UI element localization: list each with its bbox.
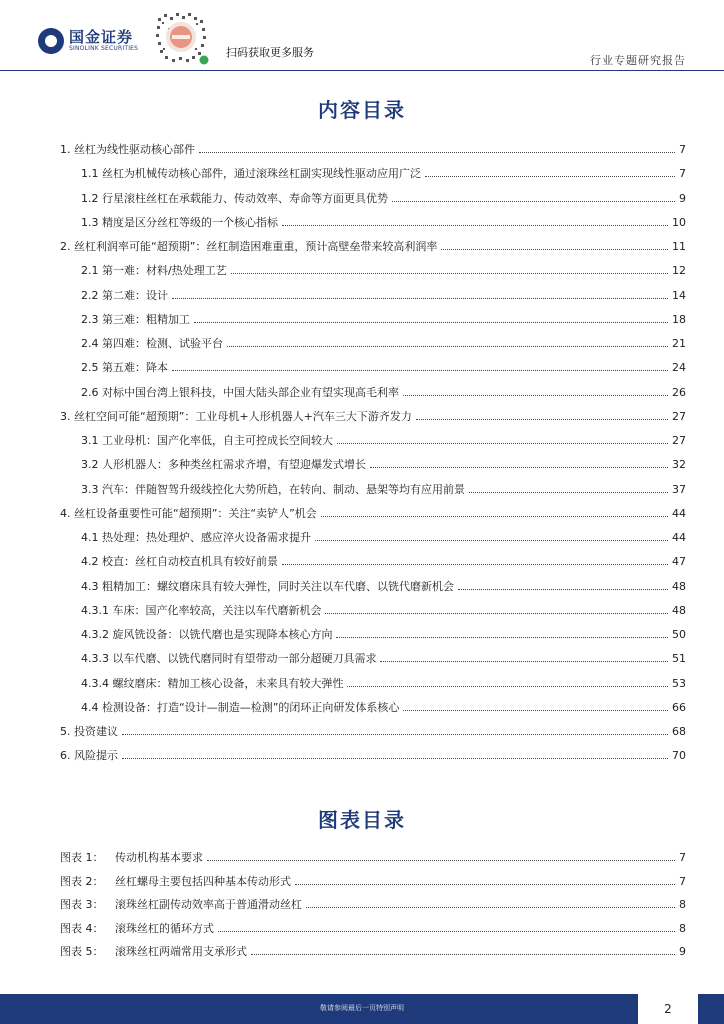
toc-entry[interactable] xyxy=(60,384,686,408)
dot-leader xyxy=(295,884,675,885)
figure-entry-label: 图表 1： xyxy=(60,851,104,864)
toc-entry-title: 3.1 工业母机：国产化率低，自主可控成长空间较大 xyxy=(81,434,333,447)
toc-entry[interactable] xyxy=(60,675,686,699)
toc-entry-title: 4.3.3 以车代磨、以铣代磨同时有望带动一部分超硬刀具需求 xyxy=(81,652,377,666)
toc-entry-title: 2. 丝杠利润率可能“超预期”：丝杠制造困难重重，预计高壁垒带来较高利润率 xyxy=(60,240,438,253)
toc-entry-page: 24 xyxy=(672,361,686,375)
figure-entry-title: 滚珠丝杠副传动效率高于普通滑动丝杠 xyxy=(115,898,302,912)
dot-leader xyxy=(306,907,675,908)
toc-entry[interactable] xyxy=(60,408,686,432)
toc-entry[interactable] xyxy=(60,529,686,553)
figure-entry-page: 9 xyxy=(679,945,686,959)
toc-entry[interactable] xyxy=(60,578,686,602)
toc-entry[interactable] xyxy=(60,602,686,626)
dot-leader xyxy=(122,734,668,735)
dot-leader xyxy=(172,298,668,299)
toc-entry[interactable] xyxy=(60,699,686,723)
toc-entry-page: 7 xyxy=(679,143,686,156)
toc-entry-page: 27 xyxy=(672,434,686,447)
figures-title: 图表目录 xyxy=(318,808,406,832)
figure-entry-label: 图表 2： xyxy=(60,874,104,888)
figure-entry[interactable] xyxy=(60,849,686,873)
dot-leader xyxy=(218,931,675,932)
toc-entry-page: 21 xyxy=(672,337,686,350)
toc-entry[interactable] xyxy=(60,481,686,505)
dot-leader xyxy=(282,225,668,226)
toc-entry-title: 3.2 人形机器人：多种类丝杠需求齐增，有望迎爆发式增长 xyxy=(81,458,366,472)
figure-entry-label: 图表 5： xyxy=(60,945,104,959)
dot-leader xyxy=(416,419,668,420)
dot-leader xyxy=(403,395,668,396)
toc-entry-page: 18 xyxy=(672,312,686,326)
dot-leader xyxy=(199,152,675,153)
toc-entry-page: 47 xyxy=(672,555,686,569)
dot-leader xyxy=(325,613,668,614)
toc-entry-page: 12 xyxy=(672,264,686,278)
figure-entry-page: 8 xyxy=(679,898,686,912)
figure-entry-title: 滚珠丝杠两端常用支承形式 xyxy=(115,945,247,959)
toc-entry[interactable] xyxy=(60,432,686,456)
toc-entry[interactable] xyxy=(60,214,686,238)
footer-disclaimer: 敬请参阅最后一页特别声明 xyxy=(320,1004,404,1012)
figure-entry[interactable] xyxy=(60,920,686,944)
toc-entry-page: 14 xyxy=(672,288,686,302)
toc-entry[interactable] xyxy=(60,190,686,214)
toc-entry-title: 1.1 丝杠为机械传动核心部件，通过滚珠丝杠副实现线性驱动应用广泛 xyxy=(81,167,421,181)
toc-entry[interactable] xyxy=(60,747,686,771)
toc-entry-title: 1. 丝杠为线性驱动核心部件 xyxy=(60,143,195,156)
toc-entry-page: 9 xyxy=(679,191,686,205)
toc-entry-title: 2.4 第四难：检测、试验平台 xyxy=(81,337,223,350)
figure-entry-page: 8 xyxy=(679,921,686,935)
dot-leader xyxy=(469,492,668,493)
toc-entry-page: 53 xyxy=(672,676,686,690)
toc-entry[interactable] xyxy=(60,141,686,165)
toc-entry-page: 44 xyxy=(672,506,686,520)
toc-entry-page: 70 xyxy=(672,749,686,763)
toc-entry-page: 48 xyxy=(672,579,686,593)
dot-leader xyxy=(321,516,668,517)
logo-name-en: SINOLINK SECURITIES xyxy=(69,45,139,52)
dot-leader xyxy=(282,564,668,565)
figure-entry-label: 图表 3： xyxy=(60,898,104,912)
toc-entry-page: 37 xyxy=(672,482,686,496)
dot-leader xyxy=(194,322,668,323)
toc-entry-page: 7 xyxy=(679,167,686,181)
dot-leader xyxy=(403,710,668,711)
figure-entry-label: 图表 4： xyxy=(60,921,104,935)
toc-entry-page: 32 xyxy=(672,458,686,472)
toc-entry-page: 10 xyxy=(672,215,686,229)
dot-leader xyxy=(172,370,668,371)
toc-entry-title: 1.2 行星滚柱丝杠在承载能力、传动效率、寿命等方面更具优势 xyxy=(81,191,388,205)
toc-entry[interactable] xyxy=(60,505,686,529)
toc-entry-title: 4.3.1 车床：国产化率较高，关注以车代磨新机会 xyxy=(81,603,322,617)
company-logo xyxy=(38,28,138,54)
toc-entry[interactable] xyxy=(60,359,686,383)
header-divider xyxy=(0,70,724,71)
toc-entry-title: 4.4 检测设备：打造“设计—制造—检测”的闭环正向研发体系核心 xyxy=(81,700,400,714)
dot-leader xyxy=(347,686,668,687)
toc-entry-title: 2.1 第一难：材料/热处理工艺 xyxy=(81,264,227,278)
toc-entry[interactable] xyxy=(60,238,686,262)
dot-leader xyxy=(425,176,675,177)
toc-entry-page: 48 xyxy=(672,603,686,617)
toc-entry-title: 4.1 热处理：热处理炉、感应淬火设备需求提升 xyxy=(81,531,311,544)
logo-name-cn: 国金证券 xyxy=(69,28,134,46)
toc-entry-title: 2.3 第三难：粗精加工 xyxy=(81,312,190,326)
dot-leader xyxy=(336,637,668,638)
list-of-figures xyxy=(60,849,686,967)
toc-entry[interactable] xyxy=(60,311,686,335)
figure-entry[interactable] xyxy=(60,873,686,897)
toc-entry-page: 68 xyxy=(672,725,686,738)
toc-entry[interactable] xyxy=(60,456,686,480)
toc-entry-title: 4.2 校直：丝杠自动校直机具有较好前景 xyxy=(81,555,278,569)
toc-title: 内容目录 xyxy=(318,98,406,122)
toc-entry-title: 4.3 粗精加工：螺纹磨床具有较大弹性，同时关注以车代磨、以铣代磨新机会 xyxy=(81,579,454,593)
dot-leader xyxy=(207,860,675,861)
table-of-contents xyxy=(60,141,686,772)
figure-entry-title: 传动机构基本要求 xyxy=(115,851,203,864)
toc-entry[interactable] xyxy=(60,650,686,674)
toc-entry-title: 2.5 第五难：降本 xyxy=(81,361,168,375)
toc-entry-title: 5. 投资建议 xyxy=(60,725,118,738)
logo-emblem-icon xyxy=(38,28,64,54)
toc-entry-title: 4.3.2 旋风铣设备：以铣代磨也是实现降本核心方向 xyxy=(81,628,333,641)
toc-entry-title: 2.6 对标中国台湾上银科技，中国大陆头部企业有望实现高毛利率 xyxy=(81,385,399,399)
figure-entry-page: 7 xyxy=(679,851,686,864)
toc-entry[interactable] xyxy=(60,553,686,577)
page-footer xyxy=(0,994,724,1024)
dot-leader xyxy=(441,249,668,250)
qr-code-icon[interactable] xyxy=(152,8,210,66)
figure-entry[interactable] xyxy=(60,896,686,920)
toc-entry[interactable] xyxy=(60,262,686,286)
toc-entry-title: 3.3 汽车：伴随智驾升级线控化大势所趋，在转向、制动、悬架等均有应用前景 xyxy=(81,482,465,496)
toc-entry-page: 51 xyxy=(672,652,686,666)
dot-leader xyxy=(370,467,668,468)
toc-entry-title: 1.3 精度是区分丝杠等级的一个核心指标 xyxy=(81,215,278,229)
dot-leader xyxy=(122,758,668,759)
toc-entry-title: 4. 丝杠设备重要性可能“超预期”：关注“卖铲人”机会 xyxy=(60,506,317,520)
figure-entry-title: 滚珠丝杠的循环方式 xyxy=(115,921,214,935)
dot-leader xyxy=(337,443,668,444)
dot-leader xyxy=(227,346,668,347)
dot-leader xyxy=(458,589,668,590)
dot-leader xyxy=(380,661,668,662)
toc-entry-page: 44 xyxy=(672,531,686,544)
toc-entry[interactable] xyxy=(60,287,686,311)
toc-entry-page: 26 xyxy=(672,385,686,399)
figure-entry[interactable] xyxy=(60,943,686,967)
figure-entry-title: 丝杠螺母主要包括四种基本传动形式 xyxy=(115,874,291,888)
toc-entry[interactable] xyxy=(60,165,686,189)
toc-entry[interactable] xyxy=(60,335,686,359)
figure-entry-page: 7 xyxy=(679,874,686,888)
toc-entry-page: 27 xyxy=(672,409,686,423)
page-number: 2 xyxy=(638,994,698,1024)
report-type: 行业专题研究报告 xyxy=(590,54,686,67)
page-header xyxy=(0,0,724,72)
toc-entry-title: 2.2 第二难：设计 xyxy=(81,288,168,302)
toc-entry-title: 4.3.4 螺纹磨床：精加工核心设备，未来具有较大弹性 xyxy=(81,676,344,690)
dot-leader xyxy=(231,273,668,274)
dot-leader xyxy=(251,954,675,955)
toc-entry-page: 11 xyxy=(672,240,686,253)
toc-entry[interactable] xyxy=(60,723,686,747)
toc-entry-title: 6. 风险提示 xyxy=(60,749,118,763)
toc-entry-page: 66 xyxy=(672,700,686,714)
toc-entry-page: 50 xyxy=(672,628,686,641)
qr-caption: 扫码获取更多服务 xyxy=(226,46,314,59)
dot-leader xyxy=(315,540,668,541)
toc-entry[interactable] xyxy=(60,626,686,650)
toc-entry-title: 3. 丝杠空间可能“超预期”：工业母机+人形机器人+汽车三大下游齐发力 xyxy=(60,409,412,423)
dot-leader xyxy=(392,201,675,202)
